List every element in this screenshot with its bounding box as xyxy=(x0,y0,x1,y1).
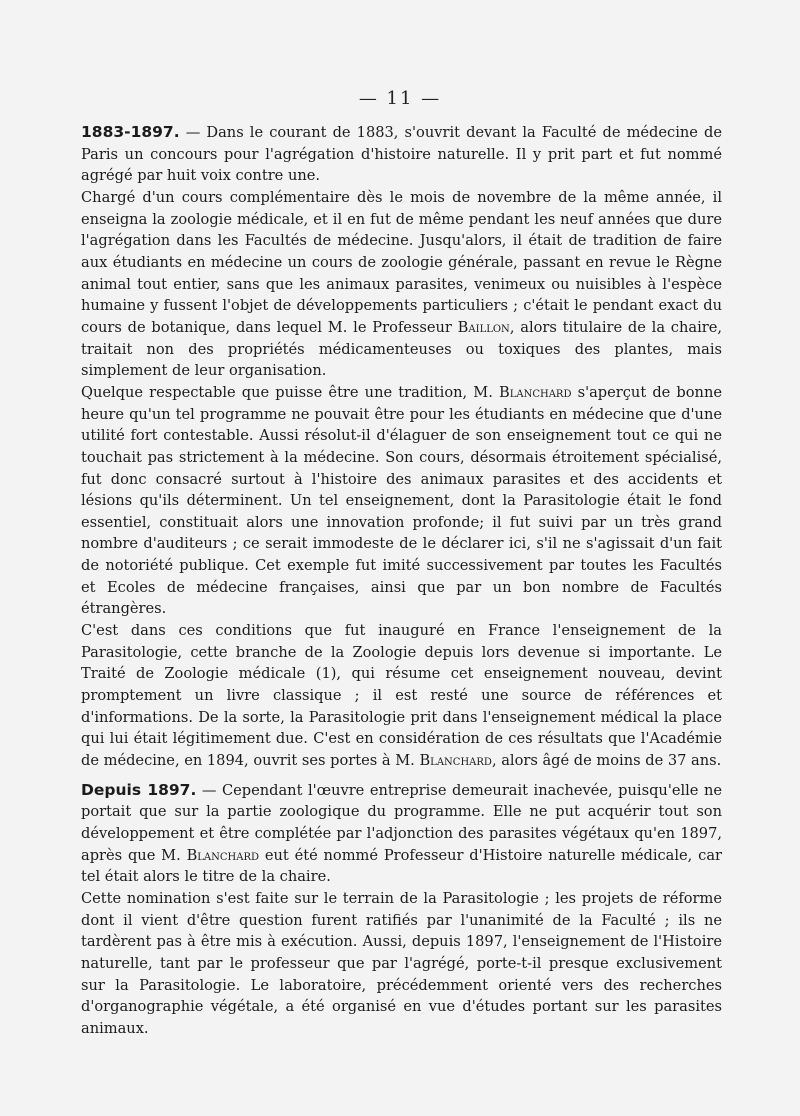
text-run: ( xyxy=(305,665,322,683)
text-run: eut été nommé Professeur d'Histoire naturelle médicale, car tel était alors le titre de la chaire. xyxy=(81,846,722,886)
person-name: Blanchard xyxy=(419,752,492,770)
text-run: ), qui résume cet enseignement nouveau, devint promptement un livre classique ; il est resté une source de références et d'informations. De la sorte, la Parasitologie prit dans l'enseignement médical la place qui lui était légitimement due. C'est en considération de ces résultats que l'Académie de médecine, en 1894, ouvrit ses portes à M. xyxy=(81,665,722,770)
paragraph xyxy=(81,620,722,772)
text-run: , alors âgé de moins de 37 ans. xyxy=(491,752,722,770)
paragraph xyxy=(81,122,722,187)
person-name: Blanchard xyxy=(498,383,572,401)
person-name: Blanchard xyxy=(186,846,260,864)
paragraph xyxy=(81,888,722,1040)
text-run: Chargé d'un cours complémentaire dès le mois de novembre de la même année, il enseigna la zoologie médicale, et il en fut de même pendant les neuf années que dure l'agrégation dans les Facultés de médecine. Jusqu'alors, il était de tradition de faire aux étudiants en médecine un cours de zoologie générale, passant en revue le Règne animal tout entier, sans que les animaux parasites, venimeux ou nuisibles à l'espèce humaine y fussent l'objet de développements particuliers ; c'était le pendant exact du cours de botanique, dans lequel M. le Professeur xyxy=(81,188,722,336)
section-lead: Depuis 1897. xyxy=(81,780,197,799)
text-run: Cette nomination s'est faite sur le terrain de la Parasitologie ; les projets de réforme dont il vient d'être question furent ratifiés par l'unanimité de la Faculté ; ils ne tardèrent pas à être mis à exécution. Aussi, depuis 1897, l'enseignement de l'Histoire naturelle, tant par le professeur que par l'agrégé, porte-t-il presque exclusivement sur la Parasitologie. Le laboratoire, précédemment orienté vers des recherches d'organographie végétale, a été organisé en vue d'études portant sur les parasites animaux. xyxy=(81,889,722,1037)
book-title: Traité de Zoologie médicale xyxy=(81,665,306,683)
section-lead: 1883-1897. xyxy=(81,123,180,141)
paragraph xyxy=(81,780,722,888)
body-text xyxy=(81,122,722,1040)
paragraph xyxy=(81,187,722,382)
text-run: , alors titulaire de la chaire, traitait non des propriétés médicamenteuses ou toxiques des plantes, mais simplement de leur organisation. xyxy=(81,318,722,380)
person-name: Baillon xyxy=(457,318,510,336)
text-run: C'est dans ces conditions que fut inauguré en France l'enseignement de la Parasitologie, cette branche de la Zoologie depuis lors devenue si importante. Le xyxy=(81,622,722,661)
paragraph xyxy=(81,382,722,620)
text-run: — Cependant l'œuvre entreprise demeurait inachevée, puisqu'elle ne portait que sur la partie zoologique du programme. Elle ne put acquérir tout son développement et être complétée par l'adjonction des parasites végétaux qu'en 1897, après que M. xyxy=(81,781,722,864)
footnote-ref: 1 xyxy=(321,665,331,683)
text-run: s'aperçut de bonne heure qu'un tel programme ne pouvait être pour les étudiants en médecine que d'une utilité fort contestable. Aussi résolut-il d'élaguer de son enseignement tout ce qui ne touchait pas strictement à la médecine. Son cours, désormais étroitement spécialisé, fut donc consacré surtout à l'histoire des animaux parasites et des accidents et lésions qu'ils déterminent. Un tel enseignement, dont la Parasitologie était le fond essentiel, constituait alors une innovation profonde; il fut suivi par un très grand nombre d'auditeurs ; ce serait immodeste de le déclarer ici, s'il ne s'agissait d'un fait de notoriété publique. Cet exemple fut imité successivement par toutes les Facultés et Ecoles de médecine françaises, ainsi que par un bon nombre de Facultés étrangères. xyxy=(81,383,722,618)
text-run: — Dans le courant de 1883, s'ouvrit devant la Faculté de médecine de Paris un concours pour l'agrégation d'histoire naturelle. Il y prit part et fut nommé agrégé par huit voix contre une. xyxy=(81,124,722,185)
text-run: Quelque respectable que puisse être une tradition, M. xyxy=(81,383,499,401)
page-number: — 11 — xyxy=(358,88,442,109)
